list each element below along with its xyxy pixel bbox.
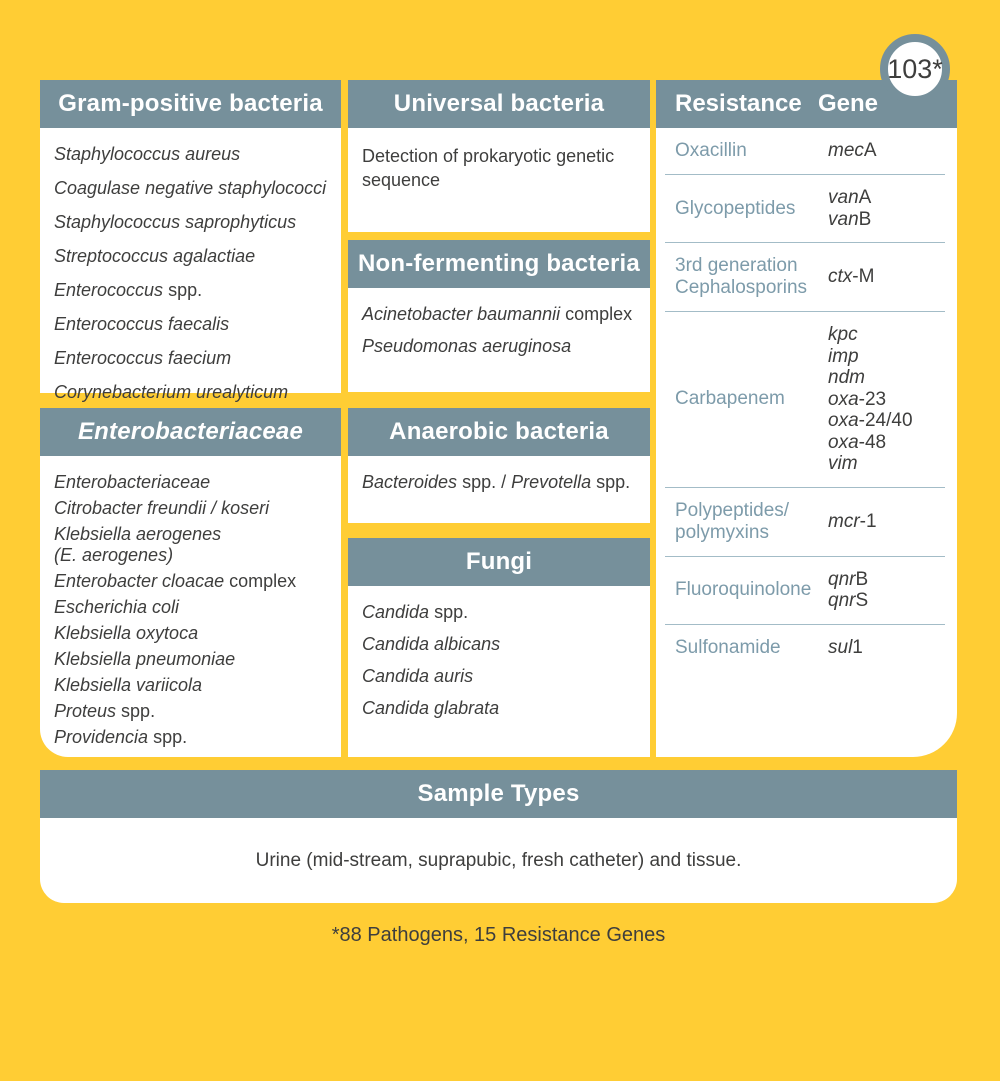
resistance-class-label: Carbapenem [675, 388, 785, 410]
panel-gram-positive-bacteria [40, 80, 341, 402]
plain-text: 1 [852, 636, 863, 658]
taxon-name: vim [828, 453, 858, 474]
species-list-item [54, 649, 331, 670]
taxon-name: (E. aerogenes) [54, 545, 174, 565]
sample-types-description: Urine (mid-stream, suprapubic, fresh catheter) and tissue. [255, 849, 742, 871]
gene-name [828, 410, 913, 432]
taxon-name: Coagulase negative staphylococci [54, 178, 327, 198]
plain-text: -48 [858, 431, 887, 453]
species-list-item [362, 634, 640, 655]
taxon-name: Pseudomonas aeruginosa [362, 336, 572, 356]
taxon-name: Citrobacter freundii / koseri [54, 498, 270, 518]
species-list [348, 456, 650, 493]
panel-enterobacteriaceae [40, 408, 341, 757]
species-list-item [54, 571, 331, 592]
gene-name [828, 453, 913, 475]
plain-text: -24/40 [858, 410, 913, 431]
panel-title: Gram-positive bacteria [40, 80, 341, 128]
gene-list [828, 511, 877, 533]
resistance-class-label: Glycopeptides [675, 197, 796, 219]
panel-resistance-genes [656, 80, 957, 757]
species-list-item [54, 701, 331, 722]
taxon-name: oxa [828, 388, 859, 410]
panel-description: Detection of prokaryotic genetic sequence [362, 146, 615, 190]
resistance-class-label: Polypeptides/ polymyxins [675, 499, 790, 543]
taxon-name: mec [828, 140, 864, 162]
taxon-name: qnr [828, 568, 856, 590]
gene-list [828, 266, 874, 288]
taxon-name: oxa [828, 410, 859, 431]
gene-list [828, 187, 871, 230]
plain-text: spp. [163, 280, 203, 300]
total-count-badge [880, 34, 950, 104]
species-list-item [362, 472, 640, 493]
panel-title: Anaerobic bacteria [348, 408, 650, 456]
resistance-class-label: Sulfonamide [675, 636, 781, 658]
panel-anaerobic-bacteria [348, 408, 650, 523]
species-list-item [362, 304, 640, 325]
taxon-name: Enterobacter cloacae [54, 571, 225, 591]
taxon-name: Providencia [54, 727, 149, 747]
taxon-name: oxa [828, 431, 859, 453]
species-list-item [362, 602, 640, 623]
species-list-item [362, 336, 640, 357]
gene-list [828, 324, 913, 475]
gene-name [828, 637, 863, 659]
gene-name [828, 432, 913, 454]
gene-list [828, 637, 863, 659]
panel-universal-bacteria [348, 80, 650, 232]
gene-name [828, 511, 877, 533]
taxon-name: sul [828, 636, 853, 658]
taxon-name: Klebsiella pneumoniae [54, 649, 236, 669]
taxon-name: Candida auris [362, 666, 474, 686]
taxon-name: Candida [362, 602, 430, 622]
species-list-item [54, 382, 331, 403]
resistance-table-row [665, 174, 945, 242]
plain-text: S [855, 590, 869, 611]
taxon-name: Escherichia coli [54, 597, 180, 617]
species-list-item [54, 623, 331, 644]
panel-title: Fungi [348, 538, 650, 586]
species-list [348, 288, 650, 357]
species-list-item [54, 727, 331, 748]
plain-text: -M [852, 266, 875, 288]
gene-name [828, 266, 874, 288]
gene-list [828, 569, 868, 612]
plain-text: spp. [116, 701, 156, 721]
gene-name [828, 590, 868, 612]
plain-text: complex [560, 304, 633, 324]
plain-text: A [863, 140, 877, 162]
species-list-item [54, 498, 331, 519]
gene-name [828, 389, 913, 411]
gene-name [828, 187, 871, 209]
panel-sample-types [40, 770, 957, 903]
taxon-name: Enterococcus faecalis [54, 314, 230, 334]
taxon-name: Candida albicans [362, 634, 501, 654]
taxon-name: Corynebacterium urealyticum [54, 382, 289, 402]
resistance-class-label: Fluoroquinolone [675, 579, 812, 600]
taxon-name: Klebsiella variicola [54, 675, 203, 695]
gene-name [828, 367, 913, 389]
taxon-name: Enterobacteriaceae [54, 472, 211, 492]
resistance-class-label: Oxacillin [675, 140, 747, 161]
plain-text: spp. [591, 472, 631, 492]
total-count-value: 103* [887, 53, 943, 84]
species-list-item [54, 212, 331, 233]
species-list-item [54, 348, 331, 369]
taxon-name: Streptococcus agalactiae [54, 246, 256, 266]
taxon-name: Staphylococcus aureus [54, 144, 241, 164]
taxon-name: Proteus [54, 701, 117, 721]
column-header-resistance: Resistance [675, 90, 802, 117]
species-list [348, 586, 650, 719]
taxon-name: imp [828, 345, 859, 367]
taxon-name: ctx [828, 266, 853, 288]
taxon-name: mcr [828, 510, 860, 532]
gene-name [828, 324, 913, 346]
resistance-table-row [665, 128, 945, 174]
plain-text: spp. [429, 602, 469, 622]
plain-text: -1 [859, 510, 877, 532]
resistance-table-row [665, 556, 945, 624]
species-list-item [54, 675, 331, 696]
taxon-name: Prevotella [511, 472, 592, 492]
taxon-name: Candida glabrata [362, 698, 500, 718]
species-list-item [54, 597, 331, 618]
column-header-gene: Gene [818, 90, 879, 117]
species-list-item [362, 698, 640, 719]
plain-text: -23 [858, 388, 887, 410]
species-list-item [54, 280, 331, 301]
plain-text: B [858, 208, 872, 230]
gene-name [828, 569, 868, 591]
species-list-item [54, 178, 331, 199]
taxon-name: kpc [828, 324, 858, 345]
resistance-table-row [665, 624, 945, 671]
resistance-table-row [665, 242, 945, 311]
plain-text: spp. / [457, 472, 512, 492]
plain-text: complex [224, 571, 297, 591]
resistance-class-label: 3rd generation Cephalosporins [675, 255, 808, 298]
species-list-item [54, 246, 331, 267]
taxon-name: Enterococcus faecium [54, 348, 232, 368]
gene-name [828, 346, 913, 368]
panel-title: Non-fermenting bacteria [348, 240, 650, 288]
taxon-name: Bacteroides [362, 472, 458, 492]
panel-title: Enterobacteriaceae [40, 408, 341, 456]
gene-name [828, 140, 877, 162]
species-list [40, 128, 341, 403]
taxon-name: van [828, 187, 859, 208]
taxon-name: ndm [828, 367, 865, 388]
gene-name [828, 209, 871, 231]
species-list-item [362, 666, 640, 687]
gene-list [828, 140, 877, 162]
panel-non-fermenting-bacteria [348, 240, 650, 392]
panel-fungi [348, 538, 650, 757]
panel-title: Sample Types [40, 770, 957, 818]
taxon-name: Klebsiella aerogenes [54, 524, 222, 544]
species-list-item [54, 524, 331, 566]
species-list-item [54, 314, 331, 335]
resistance-table-body [656, 128, 957, 671]
panel-title: Universal bacteria [348, 80, 650, 128]
taxon-name: qnr [828, 590, 856, 611]
taxon-name: Staphylococcus saprophyticus [54, 212, 297, 232]
resistance-table-row [665, 487, 945, 556]
taxon-name: van [828, 208, 859, 230]
plain-text: A [858, 187, 872, 208]
taxon-name: Klebsiella oxytoca [54, 623, 199, 643]
plain-text: spp. [148, 727, 188, 747]
plain-text: B [855, 568, 869, 590]
species-list-item [54, 144, 331, 165]
footnote: *88 Pathogens, 15 Resistance Genes [331, 924, 666, 946]
taxon-name: Enterococcus [54, 280, 164, 300]
species-list [40, 456, 341, 748]
taxon-name: Acinetobacter baumannii [362, 304, 561, 324]
species-list-item [54, 472, 331, 493]
resistance-table-row [665, 311, 945, 487]
